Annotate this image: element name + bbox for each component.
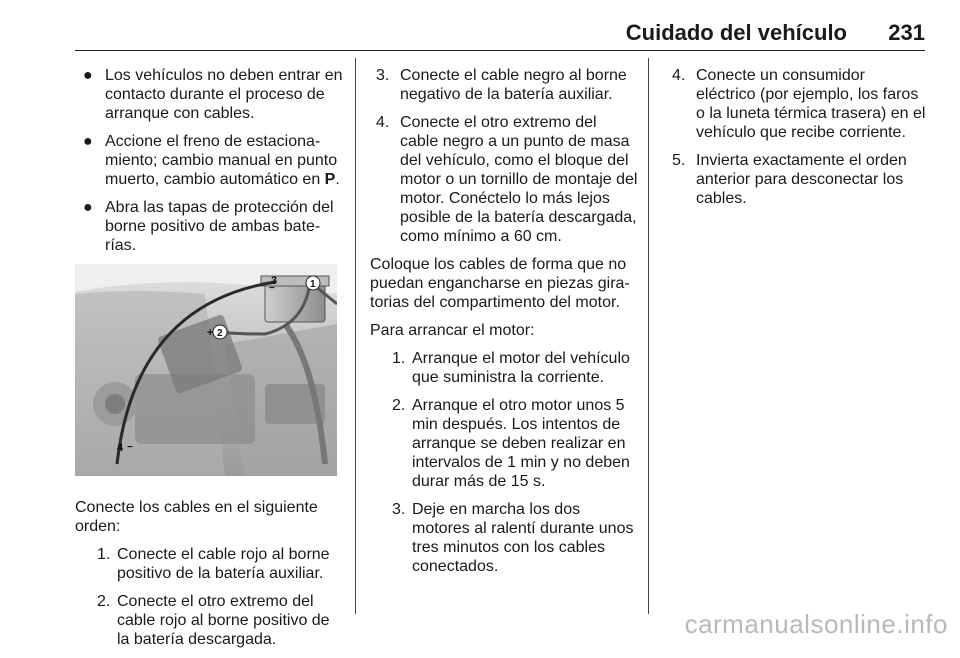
bullet-icon: ● bbox=[83, 199, 93, 216]
paragraph: Conecte los cables en el siguiente orden: bbox=[75, 499, 318, 535]
figure-minus-sign: − bbox=[269, 283, 275, 294]
column-2 bbox=[370, 66, 638, 585]
page-number: 231 bbox=[888, 20, 925, 45]
figure-plus-sign: + bbox=[207, 327, 214, 339]
bullet-icon: ● bbox=[83, 67, 93, 84]
bullet-item: ● Abra las tapas de protección del borne positivo de ambas baterías. bbox=[83, 199, 334, 254]
watermark: carmanualsonline.info bbox=[684, 609, 948, 639]
numbered-step: 2. Arranque el otro motor unos 5 min después. Los intentos de arranque se deben realizar en intervalos de 1 min y no deben durar más de 15 s. bbox=[392, 397, 630, 490]
numbered-step: 4. Conecte un consumidor eléctrico (por ejemplo, los faros o la luneta térmica trasera) en el vehículo que recibe corriente. bbox=[672, 67, 926, 141]
figure-minus-sign: − bbox=[127, 442, 133, 453]
numbered-step: 3. Deje en marcha los dos motores al ralentí durante unos tres minutos con los cables conectados. bbox=[392, 501, 634, 575]
numbered-step: 5. Invierta exactamente el orden anterior para desconectar los cables. bbox=[672, 152, 907, 207]
figure-label-4: 4 bbox=[117, 442, 124, 454]
section-title: Cuidado del vehículo bbox=[625, 20, 847, 45]
gear-letter: P bbox=[324, 171, 336, 188]
numbered-step: 1. Conecte el cable rojo al borne positivo de la batería auxiliar. bbox=[97, 546, 330, 582]
numbered-step: 4. Conecte el otro extremo del cable negro a un punto de masa del vehículo, como el bloque del motor o un tornillo de montaje del motor. Conéctelo lo más lejos posible de la batería descargada, como mínimo a 60 cm. bbox=[376, 114, 638, 245]
numbered-step: 1. Arranque el motor del vehículo que suministra la corriente. bbox=[392, 350, 630, 386]
bullet-icon: ● bbox=[83, 133, 93, 150]
numbered-step: 2. Conecte el otro extremo del cable rojo al borne positivo de la batería descargada. bbox=[97, 593, 330, 648]
figure-label-3: 3 bbox=[271, 275, 278, 287]
paragraph: Coloque los cables de forma que no puedan engancharse en piezas giratorias del compartimento del motor. bbox=[370, 256, 630, 311]
page-header bbox=[75, 14, 925, 51]
bullet-item: ● Los vehículos no deben entrar en contacto durante el proceso de arranque con cables. bbox=[83, 67, 343, 122]
column-divider bbox=[648, 58, 649, 614]
figure-label-1: 1 bbox=[310, 279, 316, 290]
bullet-item: ● Accione el freno de estacionamiento; cambio manual en punto muerto, cambio automático en P. bbox=[83, 133, 340, 188]
column-divider bbox=[355, 58, 356, 614]
paragraph: Para arrancar el motor: bbox=[370, 322, 535, 339]
numbered-step: 3. Conecte el cable negro al borne negativo de la batería auxiliar. bbox=[376, 67, 627, 103]
column-1 bbox=[75, 66, 343, 658]
jump-start-illustration bbox=[75, 264, 337, 476]
column-3 bbox=[666, 66, 928, 217]
figure-label-2: 2 bbox=[217, 328, 223, 339]
